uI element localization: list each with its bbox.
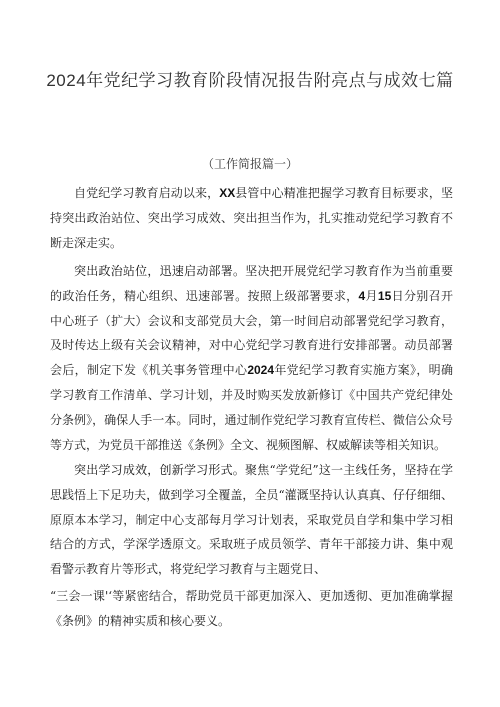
document-subtitle: （工作简报篇一） [201,157,298,171]
paragraph-text: 自党纪学习教育启动以来， [74,186,220,200]
day-number: 15 [377,288,392,303]
paragraph-text: 坚决把开展党纪学习教育作为当前重要的政治任务，精心组织、迅速部署。按照上级部署要求， [50,264,453,303]
paragraph-heading: 突出学习成效，创新学习形式。 [74,463,246,477]
paragraph-text: 月 [365,288,378,303]
paragraph-text: “三会一课'‘等紧密结合，帮助党员干部更加深入、更加透彻、更加准确掌握《条例》的精神实质和核心要义。 [50,589,453,628]
paragraph-learning-results [50,458,453,582]
paragraph-text: 日分别召开中心班子（扩大）会议和支部党员大会，第一时间启动部署党纪学习教育，及时传达上级有关会议精神，对中心党纪学习教育进行安排部署。动员部署会后，制定下发《机关事务管理中心 [50,288,453,378]
paragraph-text: 年党纪学习教育实施方案》，明确学习教育工作清单、学习计划，并及时购买发放新修订《中国共产党纪律处分条例》，确保人手一本。同时，通过制作党纪学习教育宣传栏、微信公众号等方式，为党员干部推送《条例》全文、视频图解、权威解读等相关知识。 [50,363,453,452]
paragraph-text: 县管中心精准把握学习教育目标要求，坚持突出政治站位、突出学习成效、突出担当作为，扎实推动党纪学习教育不断走深走实。 [50,186,453,250]
paragraph-text: 聚焦“学党纪”这一主线任务，坚持在学思践悟上下足功夫，做到学习全覆盖，全员“灌溉坚持认认真真、仔仔细细、原原本本学习，制定中心支部每月学习计划表，采取党员自学和集中学习相结合的方式，学深学透原文。采取班子成员领学、青年干部接力讲、集中观看警示教育片等形式，将党纪学习教育与主题党日、 [50,463,453,577]
paragraph-continuation [50,584,453,634]
paragraph-heading: 突出政治站位，迅速启动部署。 [74,264,246,278]
month-number: 4 [358,288,366,303]
document-title: 2024年党纪学习教育阶段情况报告附亮点与成效七篇 [46,71,454,90]
paragraph-political-stance [50,259,453,457]
county-placeholder: XX [219,186,236,200]
year-number: 2024 [247,363,275,378]
paragraph-intro [50,181,453,255]
